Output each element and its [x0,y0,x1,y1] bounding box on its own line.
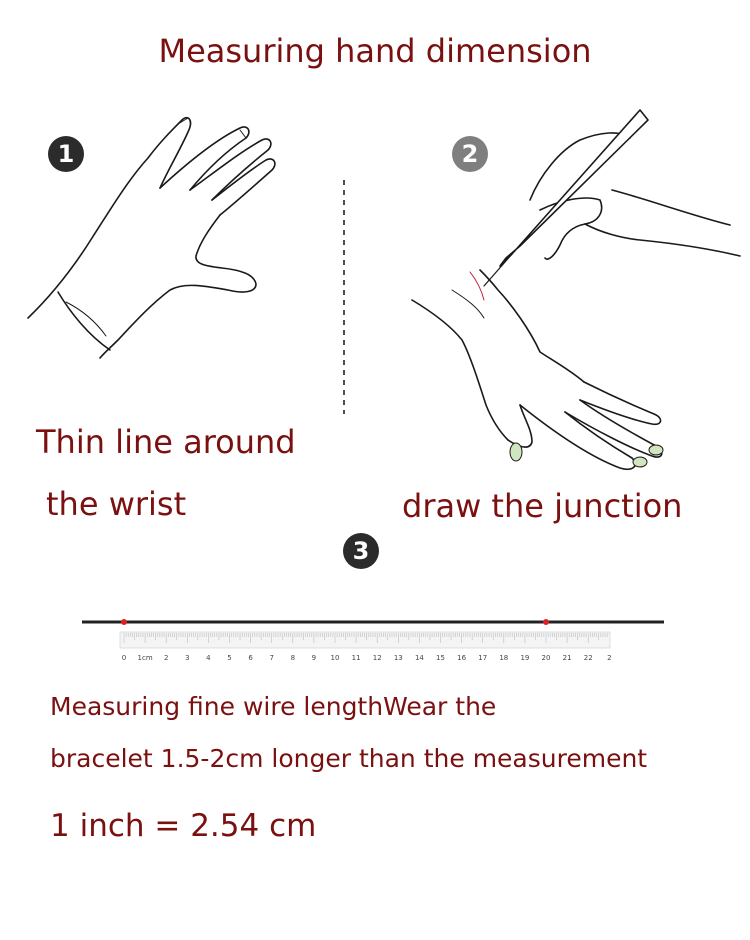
step-1-badge: 1 [48,136,84,172]
ruler-tick-label: 21 [562,654,572,662]
ruler-tick-label: 8 [290,654,296,662]
ruler-tick-label: 6 [248,654,253,662]
step-2-caption: draw the junction [402,487,683,525]
step-3-badge: 3 [343,533,379,569]
ruler-tick-label: 0 [121,654,127,662]
ruler-tick-label: 3 [185,654,190,662]
ruler-tick-label: 19 [520,654,530,662]
wire-marker-start [121,619,127,625]
ruler-tick-label: 13 [393,654,403,662]
unit-conversion: 1 inch = 2.54 cm [50,808,317,844]
ruler-tick-label: 5 [227,654,232,662]
ruler-tick-label: 2 [607,654,612,662]
hand-illustration-left [28,118,275,358]
ruler-tick-label: 9 [311,654,317,662]
ruler-tick-label: 1cm [137,654,153,662]
hand-illustration-right [412,110,740,469]
step-1-caption-line2: the wrist [46,485,187,523]
page-title: Measuring hand dimension [158,32,592,70]
ruler-tick-label: 10 [330,654,340,662]
ruler-tick-label: 4 [206,654,211,662]
instruction-line-1: Measuring fine wire lengthWear the [50,692,497,721]
ruler-tick-label: 16 [457,654,467,662]
ruler-labels [122,654,612,662]
nail-highlights [510,443,663,467]
ruler-tick-label: 14 [414,654,424,662]
ruler-tick-label: 2 [163,654,169,662]
ruler-tick-label: 18 [499,654,509,662]
ruler-tick-label: 17 [478,654,488,662]
step-1-caption-line1: Thin line around [36,423,296,461]
wire-marker-end [543,619,549,625]
ruler-tick-label: 20 [541,654,551,662]
ruler-tick-label: 7 [269,654,274,662]
instruction-line-2: bracelet 1.5-2cm longer than the measurement [50,744,648,773]
ruler-tick-label: 12 [372,654,382,662]
ruler-tick-label: 15 [436,654,445,662]
ruler-tick-label: 11 [351,654,361,662]
ruler-tick-label: 22 [583,654,593,662]
step-2-badge: 2 [452,136,488,172]
